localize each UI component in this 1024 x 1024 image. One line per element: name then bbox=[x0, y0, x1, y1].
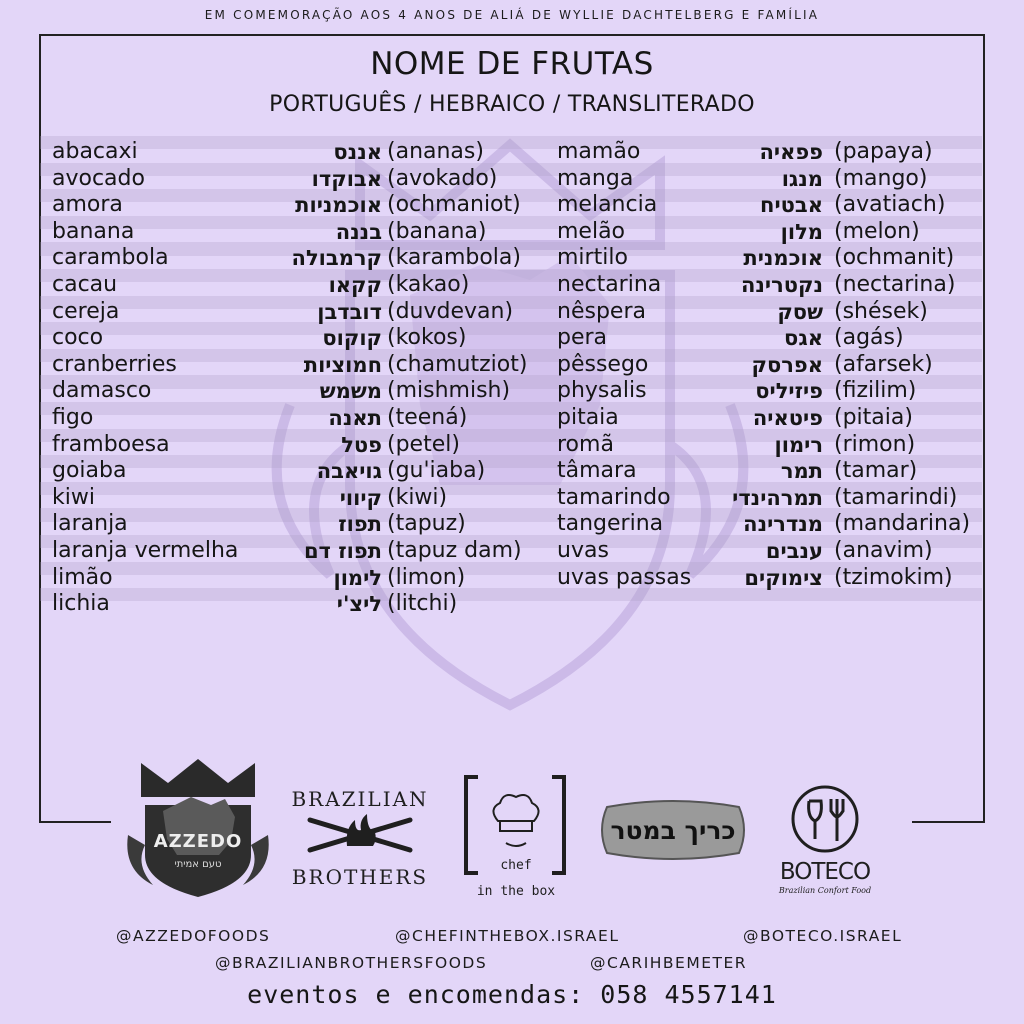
fruit-hebrew: דובדבן bbox=[317, 299, 382, 324]
fruit-portuguese: pitaia bbox=[557, 404, 619, 430]
fruit-hebrew: תמר bbox=[780, 459, 823, 484]
fruit-portuguese: damasco bbox=[52, 378, 152, 404]
fruit-portuguese: uvas bbox=[557, 537, 609, 563]
fruit-portuguese: physalis bbox=[557, 378, 647, 404]
fruit-hebrew: חמוציות bbox=[303, 352, 382, 377]
fruit-transliteration: (rimon) bbox=[834, 431, 916, 457]
boteco-logo-tagline: Brazilian Confort Food bbox=[778, 886, 872, 895]
fruit-transliteration: (ananas) bbox=[387, 139, 484, 164]
fruit-transliteration: (karambola) bbox=[387, 245, 521, 271]
fruit-portuguese: kiwi bbox=[52, 484, 95, 510]
fruit-hebrew: תאנה bbox=[328, 405, 382, 430]
fruit-transliteration: (kakao) bbox=[387, 271, 470, 297]
fruit-portuguese: banana bbox=[52, 218, 135, 244]
fruit-transliteration: (tapuz dam) bbox=[387, 537, 522, 563]
fruit-transliteration: (tamarindi) bbox=[834, 484, 958, 510]
fruit-hebrew: קרמבולה bbox=[291, 246, 382, 271]
fruit-hebrew: אוכמניות bbox=[295, 193, 382, 218]
fruit-transliteration: (avatiach) bbox=[834, 192, 946, 218]
brazilian-logo-bottom: BROTHERS bbox=[291, 865, 429, 889]
fruit-hebrew: צימוקים bbox=[744, 565, 823, 590]
handle-boteco[interactable]: @BOTECO.ISRAEL bbox=[743, 927, 903, 945]
fruit-transliteration: (agás) bbox=[834, 325, 904, 351]
fruit-transliteration: (kokos) bbox=[387, 325, 467, 351]
fruit-portuguese: romã bbox=[557, 431, 614, 457]
fruit-transliteration: (avokado) bbox=[387, 165, 498, 191]
fruit-transliteration: (banana) bbox=[387, 218, 487, 244]
fruit-transliteration: (tzimokim) bbox=[834, 564, 953, 590]
fruit-portuguese: melão bbox=[557, 218, 626, 244]
fruit-hebrew: תפוז דם bbox=[303, 538, 382, 563]
fruit-hebrew: פיזיליס bbox=[755, 379, 823, 404]
fruit-transliteration: (ochmaniot) bbox=[387, 192, 521, 218]
fruit-portuguese: avocado bbox=[52, 165, 145, 191]
fruit-transliteration: (anavim) bbox=[834, 537, 933, 563]
top-banner: EM COMEMORAÇÃO AOS 4 ANOS DE ALIÁ DE WYLLIE DACHTELBERG E FAMÍLIA bbox=[204, 8, 820, 22]
fruit-hebrew: אפרסק bbox=[751, 352, 823, 377]
fruit-hebrew: מלון bbox=[780, 219, 823, 244]
fruit-hebrew: פיטאיה bbox=[752, 405, 823, 430]
handle-azzedo[interactable]: @AZZEDOFOODS bbox=[116, 927, 271, 945]
fruit-hebrew: מנדרינה bbox=[743, 512, 823, 537]
contact-phone[interactable]: eventos e encomendas: 058 4557141 bbox=[247, 980, 777, 1009]
fruit-portuguese: pera bbox=[557, 325, 608, 351]
page-subtitle: PORTUGUÊS / HEBRAICO / TRANSLITERADO bbox=[269, 92, 755, 117]
fruit-transliteration: (duvdevan) bbox=[387, 298, 514, 324]
fruit-transliteration: (mishmish) bbox=[387, 378, 511, 404]
fruit-transliteration: (limon) bbox=[387, 564, 466, 590]
fruit-hebrew: קיווי bbox=[339, 485, 382, 510]
azzedo-logo bbox=[123, 755, 273, 900]
chef-logo-top: chef bbox=[500, 858, 532, 873]
fruit-portuguese: limão bbox=[52, 564, 113, 590]
fruit-portuguese: mirtilo bbox=[557, 245, 628, 271]
fruit-hebrew: מנגו bbox=[781, 166, 823, 191]
fruit-portuguese: tamarindo bbox=[557, 484, 671, 510]
fruit-portuguese: coco bbox=[52, 325, 104, 351]
handle-chef-in-the-box[interactable]: @CHEFINTHEBOX.ISRAEL bbox=[395, 927, 620, 945]
fruit-portuguese: tâmara bbox=[557, 458, 637, 484]
fruit-portuguese: laranja vermelha bbox=[52, 537, 239, 563]
fruit-transliteration: (melon) bbox=[834, 218, 920, 244]
fruit-transliteration: (nectarina) bbox=[834, 271, 956, 297]
fruit-portuguese: tangerina bbox=[557, 511, 664, 537]
fruit-portuguese: melancia bbox=[557, 192, 658, 218]
chef-in-the-box-logo bbox=[460, 773, 570, 903]
handle-carih-bemeter[interactable]: @CARIHBEMETER bbox=[590, 954, 748, 972]
fruit-transliteration: (shések) bbox=[834, 298, 928, 324]
fruit-hebrew: בננה bbox=[335, 219, 382, 244]
fruit-transliteration: (pitaia) bbox=[834, 404, 913, 430]
frame-right-border bbox=[983, 34, 985, 822]
azzedo-logo-tagline: טעם אמיתי bbox=[174, 859, 222, 870]
fruit-transliteration: (petel) bbox=[387, 431, 460, 457]
page-title: NOME DE FRUTAS bbox=[370, 46, 654, 82]
fruit-portuguese: manga bbox=[557, 165, 634, 191]
fruit-portuguese: lichia bbox=[52, 591, 110, 617]
fruit-portuguese: cranberries bbox=[52, 351, 177, 377]
fruit-portuguese: uvas passas bbox=[557, 564, 692, 590]
fruit-transliteration: (tapuz) bbox=[387, 511, 466, 537]
fruit-portuguese: abacaxi bbox=[52, 139, 138, 164]
fruit-hebrew: פטל bbox=[341, 432, 382, 457]
fruit-portuguese: amora bbox=[52, 192, 123, 218]
fruit-hebrew: ענבים bbox=[765, 538, 823, 563]
fruit-portuguese: laranja bbox=[52, 511, 128, 537]
boteco-logo bbox=[775, 777, 880, 897]
brazilian-logo-top: BRAZILIAN bbox=[291, 787, 429, 811]
fruit-hebrew: תפוז bbox=[338, 512, 382, 537]
sponsor-logos bbox=[0, 755, 1024, 905]
fruit-transliteration: (gu'iaba) bbox=[387, 458, 486, 484]
fruit-hebrew: אבטיח bbox=[760, 193, 823, 218]
fruit-transliteration: (mango) bbox=[834, 165, 928, 191]
fruit-portuguese: nectarina bbox=[557, 271, 662, 297]
fruit-portuguese: pêssego bbox=[557, 351, 649, 377]
fruit-hebrew: רימון bbox=[774, 432, 823, 457]
fruit-portuguese: nêspera bbox=[557, 298, 646, 324]
fruit-transliteration: (afarsek) bbox=[834, 351, 933, 377]
fruit-hebrew: לימון bbox=[333, 565, 382, 590]
brazilian-brothers-logo bbox=[285, 780, 435, 895]
fruit-hebrew: פפאיה bbox=[759, 140, 823, 164]
fruit-portuguese: cereja bbox=[52, 298, 120, 324]
fruit-transliteration: (teená) bbox=[387, 404, 468, 430]
carih-logo-text: כריך במטר bbox=[610, 816, 736, 845]
carih-bemeter-logo bbox=[597, 799, 749, 861]
chef-logo-bottom: in the box bbox=[476, 884, 556, 899]
fruit-transliteration: (fizilim) bbox=[834, 378, 917, 404]
fruit-transliteration: (papaya) bbox=[834, 139, 933, 164]
fruit-transliteration: (kiwi) bbox=[387, 484, 448, 510]
fruit-portuguese: mamão bbox=[557, 139, 641, 164]
fruit-hebrew: אוכמנית bbox=[743, 246, 823, 271]
frame-top-border bbox=[39, 34, 985, 36]
fruit-hebrew: תמרהינדי bbox=[732, 485, 823, 510]
fruit-hebrew: אבוקדו bbox=[311, 166, 382, 191]
fruit-portuguese: carambola bbox=[52, 245, 169, 271]
fruit-transliteration: (chamutziot) bbox=[387, 351, 528, 377]
fruit-portuguese: goiaba bbox=[52, 458, 127, 484]
fruit-hebrew: קוקוס bbox=[322, 326, 382, 351]
fruit-hebrew: שסק bbox=[777, 299, 823, 324]
fruit-transliteration: (mandarina) bbox=[834, 511, 971, 537]
fruit-hebrew: אננס bbox=[333, 140, 382, 164]
fruit-portuguese: cacau bbox=[52, 271, 118, 297]
handle-brazilian-brothers[interactable]: @BRAZILIANBROTHERSFOODS bbox=[215, 954, 488, 972]
fruit-hebrew: גויאבה bbox=[316, 459, 382, 484]
boteco-logo-name: BOTECO bbox=[779, 859, 871, 885]
fruit-portuguese: framboesa bbox=[52, 431, 170, 457]
fruit-transliteration: (tamar) bbox=[834, 458, 918, 484]
fruit-hebrew: נקטרינה bbox=[740, 272, 823, 297]
fruit-hebrew: קקאו bbox=[328, 272, 382, 297]
fruit-portuguese: figo bbox=[52, 404, 94, 430]
fruit-hebrew: אגס bbox=[784, 326, 823, 351]
fruit-transliteration: (ochmanit) bbox=[834, 245, 955, 271]
fruit-hebrew: משמש bbox=[319, 379, 382, 404]
azzedo-logo-name: AZZEDO bbox=[153, 831, 243, 852]
fruit-transliteration: (litchi) bbox=[387, 591, 458, 617]
fruit-hebrew: ליצ'י bbox=[336, 592, 382, 617]
